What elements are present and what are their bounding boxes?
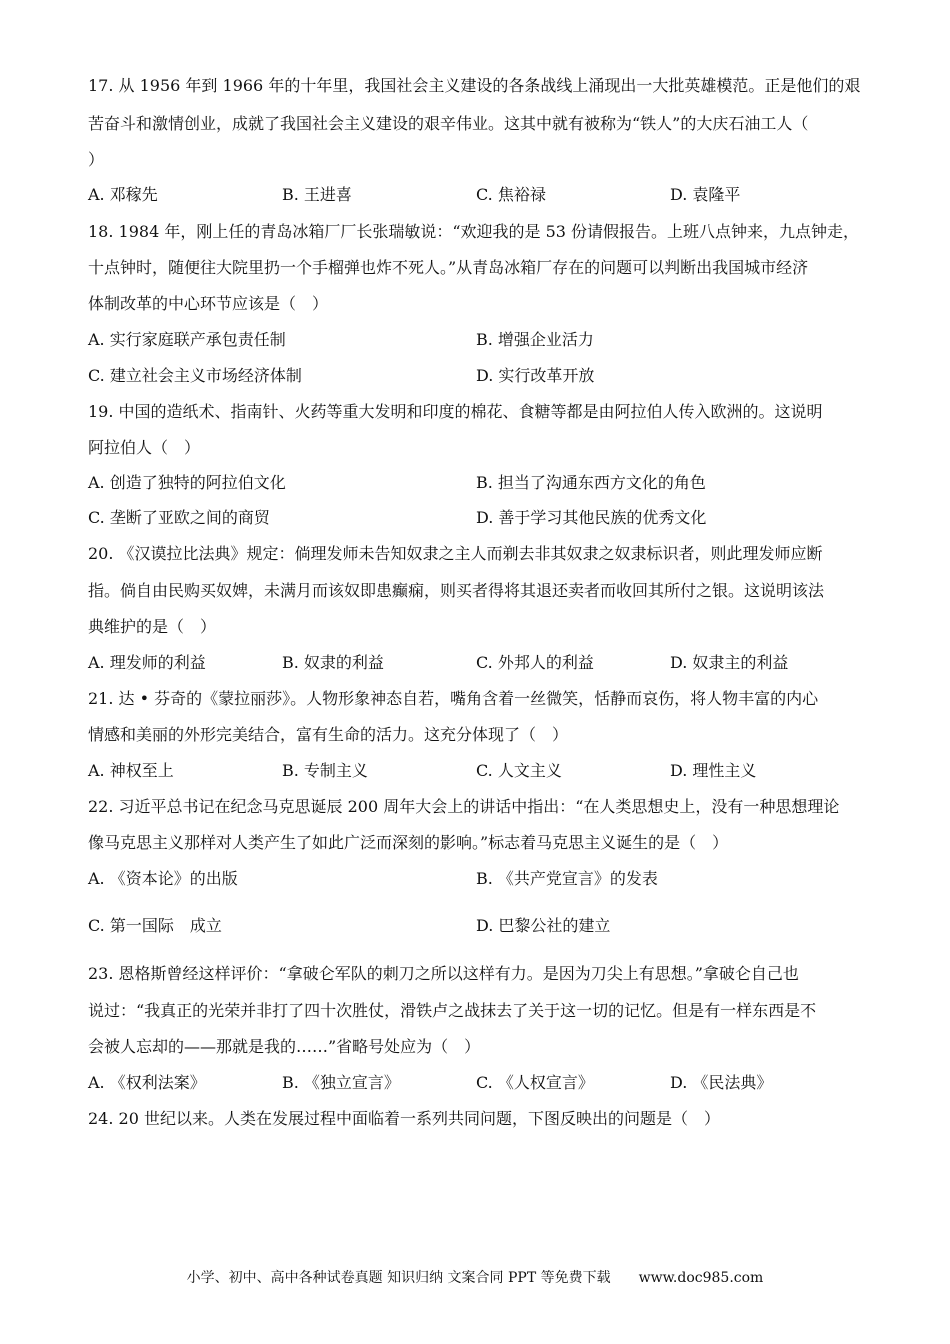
question-22-line-2: 像马克思主义那样对人类产生了如此广泛而深刻的影响。”标志着马克思主义诞生的是（ ） — [88, 833, 729, 852]
question-22-option-d: D. 巴黎公社的建立 — [476, 916, 611, 935]
question-20-line-3: 典维护的是（ ） — [88, 617, 217, 636]
question-23-line-2: 说过：“我真正的光荣并非打了四十次胜仗，滑铁卢之战抹去了关于这一切的记忆。但是有一样东西是不 — [88, 1001, 817, 1020]
question-22-option-c: C. 第一国际 成立 — [88, 916, 222, 935]
question-19-option-d: D. 善于学习其他民族的优秀文化 — [476, 508, 707, 527]
question-20-option-b: B. 奴隶的利益 — [282, 653, 384, 672]
question-20-line-1: 20. 《汉谟拉比法典》规定：倘理发师未告知奴隶之主人而剃去非其奴隶之奴隶标识者，则此理发师应断 — [88, 544, 823, 563]
question-19-line-1: 19. 中国的造纸术、指南针、火药等重大发明和印度的棉花、食糖等都是由阿拉伯人传入欧洲的。这说明 — [88, 402, 823, 421]
question-17-option-a: A. 邓稼先 — [88, 185, 158, 204]
page-footer: 小学、初中、高中各种试卷真题 知识归纳 文案合同 PPT 等免费下载 www.doc985.com — [186, 1270, 764, 1286]
question-19-option-c: C. 垄断了亚欧之间的商贸 — [88, 508, 270, 527]
question-19-option-a: A. 创造了独特的阿拉伯文化 — [88, 473, 286, 492]
question-17-line-1: 17. 从 1956 年到 1966 年的十年里，我国社会主义建设的各条战线上涌现出一大批英雄模范。正是他们的艰 — [88, 76, 861, 95]
question-20-option-d: D. 奴隶主的利益 — [670, 653, 789, 672]
question-23-line-1: 23. 恩格斯曾经这样评价：“拿破仑军队的刺刀之所以这样有力。是因为刀尖上有思想。”拿破仑自己也 — [88, 964, 799, 983]
question-20-option-a: A. 理发师的利益 — [88, 653, 206, 672]
question-17-option-b: B. 王进喜 — [282, 185, 352, 204]
question-21-option-a: A. 神权至上 — [88, 761, 174, 780]
question-21-option-b: B. 专制主义 — [282, 761, 368, 780]
question-21-option-c: C. 人文主义 — [476, 761, 562, 780]
question-18-option-d: D. 实行改革开放 — [476, 366, 595, 385]
question-21-line-2: 情感和美丽的外形完美结合，富有生命的活力。这充分体现了（ ） — [88, 725, 569, 744]
question-17-option-d: D. 袁隆平 — [670, 185, 741, 204]
question-23-line-3: 会被人忘却的——那就是我的……”省略号处应为（ ） — [88, 1037, 481, 1056]
question-22-option-b: B. 《共产党宣言》的发表 — [476, 869, 658, 888]
question-21-line-1: 21. 达 • 芬奇的《蒙拉丽莎》。人物形象神态自若，嘴角含着一丝微笑，恬静而哀伤，将人物丰富的内心 — [88, 689, 819, 708]
question-18-option-c: C. 建立社会主义市场经济体制 — [88, 366, 302, 385]
question-22-line-1: 22. 习近平总书记在纪念马克思诞辰 200 周年大会上的讲话中指出：“在人类思想史上，没有一种思想理论 — [88, 797, 840, 816]
question-20-line-2: 指。倘自由民购买奴婢，未满月而该奴即患癫痫，则买者得将其退还卖者而收回其所付之银。这说明该法 — [88, 581, 825, 600]
question-24-line-1: 24. 20 世纪以来。人类在发展过程中面临着一系列共同问题，下图反映出的问题是（ ） — [88, 1109, 720, 1128]
question-19-line-2: 阿拉伯人（ ） — [88, 438, 201, 457]
question-18-line-2: 十点钟时，随便往大院里扔一个手榴弹也炸不死人。”从青岛冰箱厂存在的问题可以判断出我国城市经济 — [88, 258, 809, 277]
question-17-option-c: C. 焦裕禄 — [476, 185, 546, 204]
question-23-option-b: B. 《独立宣言》 — [282, 1073, 400, 1092]
question-23-option-d: D. 《民法典》 — [670, 1073, 773, 1092]
question-20-option-c: C. 外邦人的利益 — [476, 653, 594, 672]
question-17-line-2: 苦奋斗和激情创业，成就了我国社会主义建设的艰辛伟业。这其中就有被称为“铁人”的大庆石油工人（ — [88, 114, 809, 133]
question-21-option-d: D. 理性主义 — [670, 761, 757, 780]
question-18-option-a: A. 实行家庭联产承包责任制 — [88, 330, 286, 349]
question-22-option-a: A. 《资本论》的出版 — [88, 869, 238, 888]
question-18-option-b: B. 增强企业活力 — [476, 330, 594, 349]
question-23-option-c: C. 《人权宣言》 — [476, 1073, 594, 1092]
question-23-option-a: A. 《权利法案》 — [88, 1073, 206, 1092]
question-18-line-3: 体制改革的中心环节应该是（ ） — [88, 294, 329, 313]
question-19-option-b: B. 担当了沟通东西方文化的角色 — [476, 473, 706, 492]
question-17-line-3: ） — [88, 150, 105, 169]
question-18-line-1: 18. 1984 年，刚上任的青岛冰箱厂厂长张瑞敏说：“欢迎我的是 53 份请假报告。上班八点钟来，九点钟走， — [88, 222, 860, 241]
